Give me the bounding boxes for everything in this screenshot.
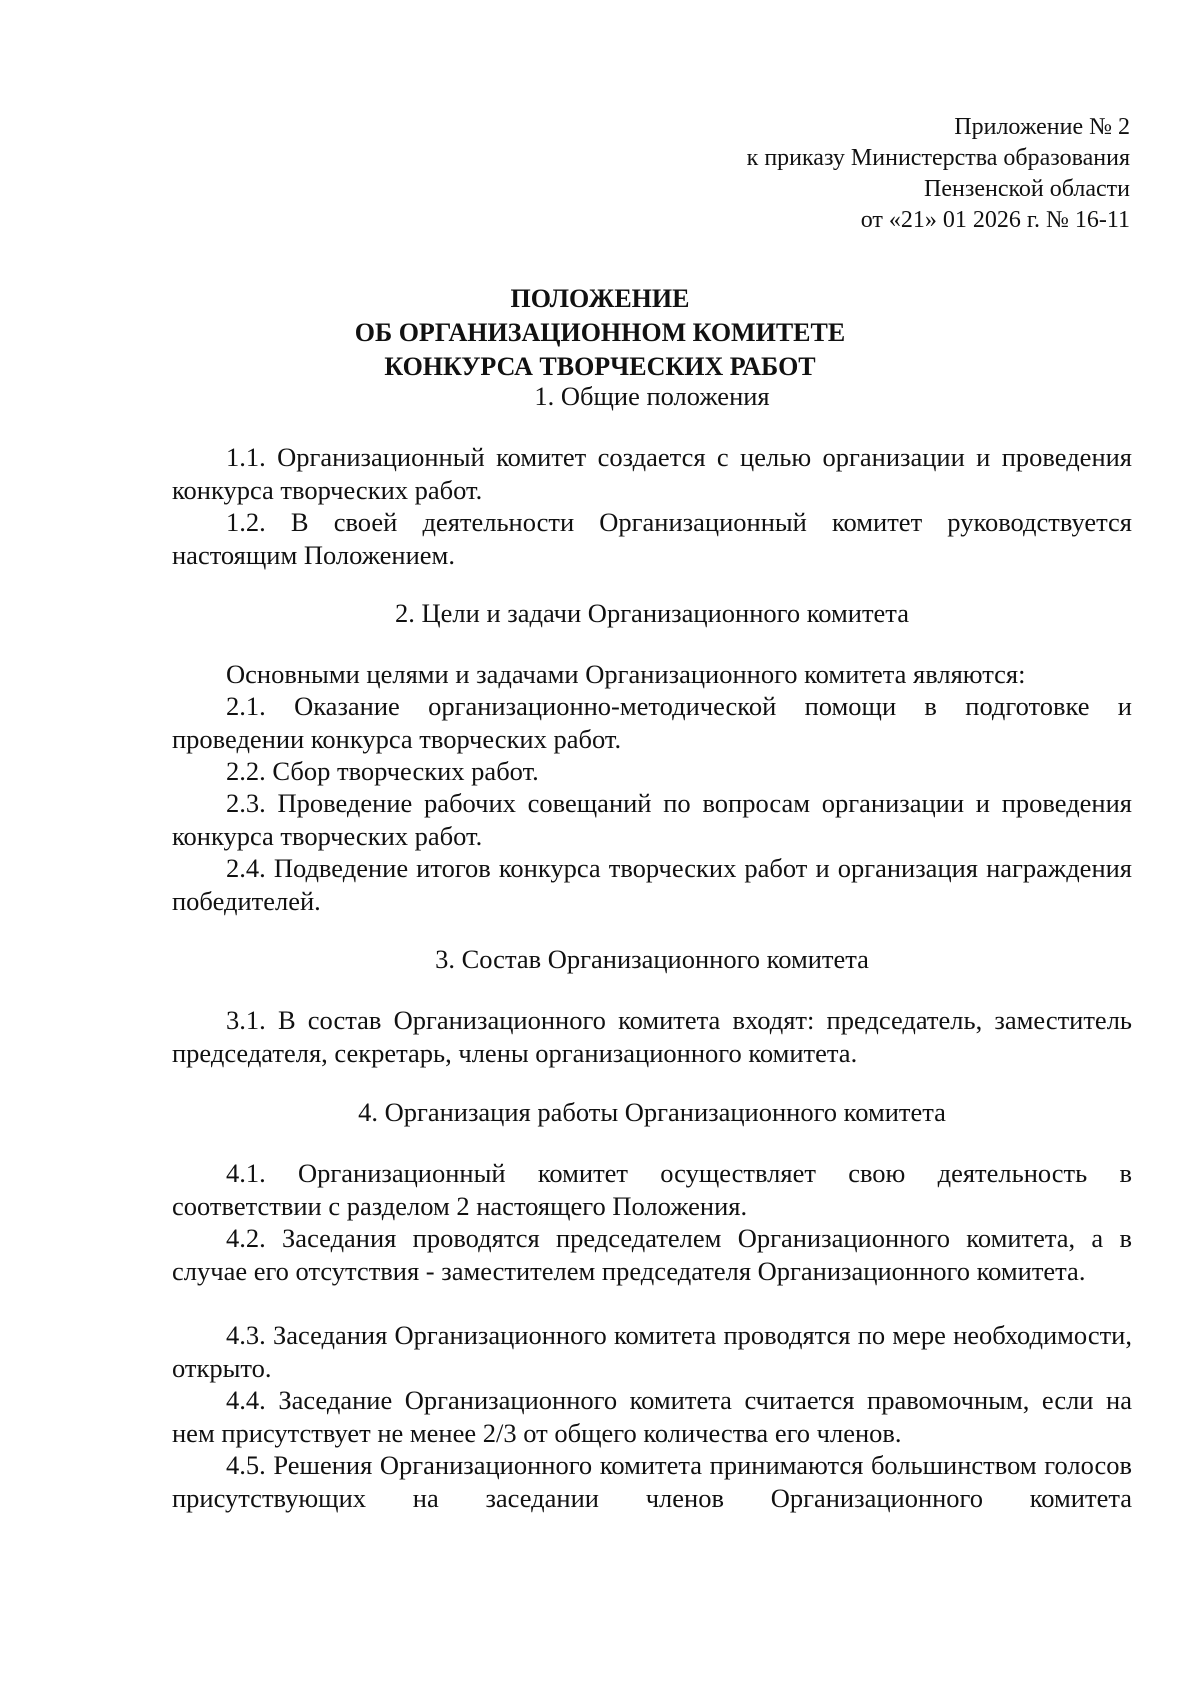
paragraph-2-3: 2.3. Проведение рабочих совещаний по вопросам организации и проведения конкурса творческих работ. (172, 788, 1132, 851)
title-line-3: КОНКУРСА ТВОРЧЕСКИХ РАБОТ (384, 352, 816, 381)
paragraph-1-2: 1.2. В своей деятельности Организационный комитет руководствуется настоящим Положением. (172, 507, 1132, 570)
section-3-heading: 3. Состав Организационного комитета (435, 944, 869, 974)
paragraph-4-5: 4.5. Решения Организационного комитета принимаются большинством голосов присутствующих на заседании членов Организационного комитета (172, 1450, 1132, 1513)
paragraph-3-1: 3.1. В состав Организационного комитета входят: председатель, заместитель председателя, секретарь, члены организационного комитета. (172, 1005, 1132, 1068)
section-1-heading: 1. Общие положения (534, 381, 770, 411)
paragraph-4-3: 4.3. Заседания Организационного комитета проводятся по мере необходимости, открыто. (172, 1320, 1132, 1383)
document-title (0, 282, 1200, 384)
paragraph-4-4: 4.4. Заседание Организационного комитета считается правомочным, если на нем присутствует не менее 2/3 от общего количества его членов. (172, 1385, 1132, 1448)
paragraph-2-4: 2.4. Подведение итогов конкурса творческих работ и организация награждения победителей. (172, 853, 1132, 916)
annex-line-number: Приложение № 2 (954, 114, 1130, 140)
paragraph-1-1: 1.1. Организационный комитет создается с целью организации и проведения конкурса творческих работ. (172, 442, 1132, 505)
paragraph-4-2: 4.2. Заседания проводятся председателем Организационного комитета, а в случае его отсутствия - заместителем председателя Организационного комитета. (172, 1223, 1132, 1286)
annex-block (747, 112, 1130, 236)
title-line-2: ОБ ОРГАНИЗАЦИОННОМ КОМИТЕТЕ (354, 318, 846, 347)
section-4-heading: 4. Организация работы Организационного комитета (358, 1097, 946, 1127)
paragraph-4-1: 4.1. Организационный комитет осуществляет свою деятельность в соответствии с разделом 2 настоящего Положения. (172, 1158, 1132, 1221)
annex-line-order: к приказу Министерства образования (746, 145, 1130, 171)
paragraph-2-2: 2.2. Сбор творческих работ. (226, 756, 539, 786)
title-line-1: ПОЛОЖЕНИЕ (510, 284, 690, 313)
annex-line-date: от «21» 01 2026 г. № 16-11 (860, 207, 1130, 233)
annex-line-region: Пензенской области (924, 176, 1130, 202)
section-2-heading: 2. Цели и задачи Организационного комитета (395, 598, 909, 628)
paragraph-2-intro: Основными целями и задачами Организационного комитета являются: (226, 659, 1026, 689)
paragraph-2-1: 2.1. Оказание организационно-методической помощи в подготовке и проведении конкурса творческих работ. (172, 691, 1132, 754)
